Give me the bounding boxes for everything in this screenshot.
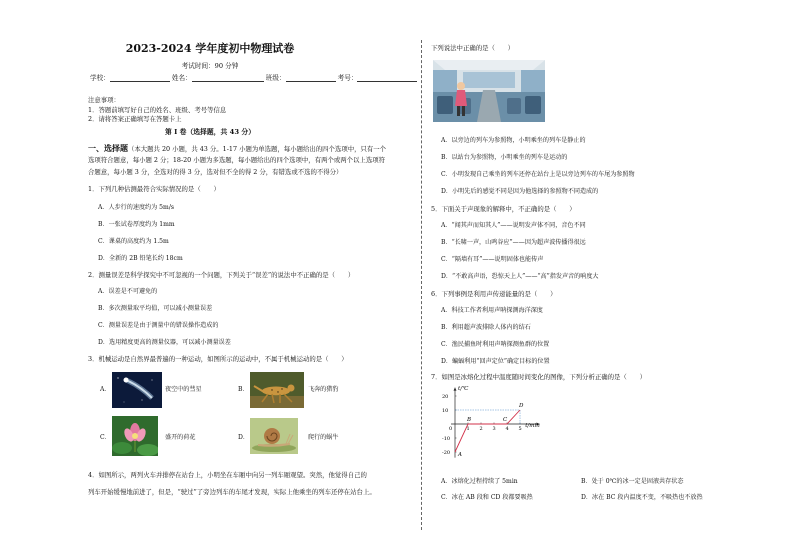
- x-tick-label: 1: [466, 426, 470, 432]
- section1-desc: （本大题共 20 小题，共 43 分。1-17 小题为单选题，每小题给出的四个选项中，只有一个: [128, 145, 387, 153]
- q2-option-d[interactable]: D．选用精度更高的测量仪器，可以减小测量误差: [98, 339, 231, 346]
- q3-option-c-letter[interactable]: C．: [100, 434, 111, 441]
- q4-option-a[interactable]: A．以旁边的列车为参照物，小明乘坐的列车是静止的: [441, 137, 586, 144]
- y-tick-label: -10: [442, 435, 451, 442]
- snail-image: [250, 418, 298, 454]
- x-axis-label: t/min: [525, 423, 540, 429]
- q6-stem: 6．下列事例是利用声传递能量的是（ ）: [431, 290, 557, 298]
- point-label: C: [503, 417, 508, 423]
- q4-stem: 下列说法中正确的是（ ）: [431, 44, 515, 52]
- x-tick-label: 2: [479, 426, 483, 432]
- q6-option-d[interactable]: D．蝙蝠利用“回声定位”确定目标的位置: [441, 358, 550, 365]
- q6-option-b[interactable]: B．利用超声波排除人体内的结石: [441, 324, 531, 331]
- cheetah-image: [250, 372, 304, 408]
- note-item: 2．请将答案正确填写在答题卡上: [88, 115, 182, 123]
- notes-heading: 注意事项：: [88, 96, 120, 104]
- q1-option-a[interactable]: A．人步行的速度约为 5m/s: [98, 204, 175, 211]
- q5-option-d[interactable]: D．“不敢高声语，恐惊天上人”——“高”指发声音的响度大: [441, 273, 599, 280]
- lotus-image: [112, 416, 158, 456]
- class-label: 班级：: [265, 74, 286, 82]
- q4-stem: 列车开始缓慢地前进了，但是，“驶过”了旁边列车的车尾才发现，实际上他乘坐的列车还停在站台上。: [88, 488, 376, 496]
- section1-desc: 合题意，每小题 3 分，全选对的得 3 分，选对但不全的得 2 分，有错选或不选的不得分）: [88, 168, 343, 176]
- q3-option-a-letter[interactable]: A．: [100, 386, 111, 393]
- q5-option-a[interactable]: A．“闻其声而知其人”——说明发声体不同，音色不同: [441, 222, 586, 229]
- exam-time: 考试时间：90 分钟: [181, 62, 239, 70]
- q3-option-a-caption: 夜空中的彗星: [165, 386, 202, 393]
- q5-stem: 5．下面关于声现象的解释中，不正确的是（ ）: [431, 205, 576, 213]
- q7-option-b[interactable]: B．处于 0℃的冰一定是固液共存状态: [581, 478, 684, 485]
- q4-option-d[interactable]: D．小明先后的感觉不同是因为他选择的参照物不同造成的: [441, 188, 599, 195]
- q4-option-b[interactable]: B．以站台为参照物，小明乘坐的列车是运动的: [441, 154, 568, 161]
- x-tick-label: 3: [492, 426, 496, 432]
- q2-option-a[interactable]: A．误差是不可避免的: [98, 288, 158, 295]
- student-info-line: [90, 74, 417, 82]
- point-label: A: [458, 452, 462, 458]
- y-tick-label: 20: [442, 393, 449, 400]
- q6-option-c[interactable]: C．渔民捕鱼时利用声呐探测鱼群的位置: [441, 341, 550, 348]
- part1-title: 第 I 卷（选择题，共 43 分）: [164, 128, 256, 136]
- exam-title: 2023-2024 学年度初中物理试卷: [125, 42, 295, 55]
- q3-option-b-letter[interactable]: B．: [238, 386, 249, 393]
- q3-option-d-caption: 爬行的蜗牛: [308, 434, 339, 441]
- q7-option-c[interactable]: C．冰在 AB 段和 CD 段都要吸热: [441, 494, 533, 501]
- q1-option-b[interactable]: B．一张试卷厚度约为 1mm: [98, 221, 175, 228]
- name-label: 姓名：: [171, 74, 192, 82]
- q1-option-c[interactable]: C．课桌的高度约为 1.5m: [98, 238, 169, 245]
- name-field[interactable]: [192, 75, 264, 82]
- q7-option-d[interactable]: D．冰在 BC 段内温度不变，不吸热也不放热: [581, 494, 703, 501]
- number-label: 考号：: [337, 74, 358, 82]
- q2-option-b[interactable]: B．多次测量取平均值，可以减小测量误差: [98, 305, 213, 312]
- q7-option-a[interactable]: A．冰熔化过程持续了 5min: [441, 478, 518, 485]
- class-field[interactable]: [286, 75, 336, 82]
- column-divider: [421, 40, 422, 530]
- q2-option-c[interactable]: C．测量误差是由于测量中的错误操作造成的: [98, 322, 219, 329]
- x-tick-label: 5: [518, 426, 522, 432]
- comet-image: [112, 372, 162, 408]
- q5-option-b[interactable]: B．“长啸一声，山鸣谷应”——因为超声波传播得很远: [441, 239, 586, 246]
- y-axis-arrow: [454, 388, 457, 391]
- q5-option-c[interactable]: C．“隔墙有耳”——说明固体也能传声: [441, 256, 544, 263]
- section1-heading: 一、选择题: [88, 143, 128, 153]
- point-label: B: [467, 417, 472, 423]
- school-label: 学校：: [90, 74, 110, 82]
- y-tick-label: -20: [442, 449, 451, 456]
- q1-option-d[interactable]: D．全新的 2B 铅笔长约 18cm: [98, 255, 183, 262]
- section1-desc: 选项符合题意，每小题 2 分；18-20 小题为多选题，每小题给出的四个选项中，有两个或两个以上选项符: [88, 156, 385, 164]
- q2-stem: 2．测量误差是科学探究中不可忽视的一个问题，下列关于“误差”的说法中不正确的是（ ）: [88, 271, 355, 279]
- q3-option-c-caption: 盛开的荷花: [165, 434, 196, 441]
- y-tick-label: 10: [442, 407, 449, 414]
- q4-option-c[interactable]: C．小明发现自己乘坐的列车还停在站台上是以旁边列车的车尾为参照物: [441, 171, 635, 178]
- q4-stem: 4．如图所示，两列火车并排停在站台上，小明坐在车厢中向另一列车厢观望。突然，他觉得自己的: [88, 471, 367, 479]
- q7-stem: 7．如图是冰熔化过程中温度随时间变化的图像，下列分析正确的是（ ）: [431, 373, 646, 381]
- q1-stem: 1．下列几种估测最符合实际情况的是（ ）: [88, 185, 220, 193]
- temperature-line: [455, 410, 520, 452]
- melting-chart: [433, 384, 553, 472]
- point-label: D: [519, 403, 524, 409]
- number-field[interactable]: [357, 75, 417, 82]
- train-interior-image: [433, 60, 545, 122]
- q3-stem: 3．机械运动是自然界最普遍的一种运动，如图所示的运动中，不属于机械运动的是（ ）: [88, 355, 348, 363]
- note-item: 1．答题前填写好自己的姓名、班级、考号等信息: [88, 106, 227, 114]
- school-field[interactable]: [110, 75, 170, 82]
- melting-chart-svg: [433, 384, 553, 472]
- right-column: [425, 0, 794, 550]
- origin-label: 0: [449, 426, 453, 432]
- q3-option-d-letter[interactable]: D．: [238, 434, 249, 441]
- section1-heading-line: [88, 144, 386, 153]
- q6-option-a[interactable]: A．科技工作者利用声呐探测海洋深度: [441, 307, 543, 314]
- x-tick-label: 4: [505, 426, 509, 432]
- y-axis-label: t/℃: [458, 386, 469, 392]
- q3-option-b-caption: 飞奔的猎豹: [308, 386, 339, 393]
